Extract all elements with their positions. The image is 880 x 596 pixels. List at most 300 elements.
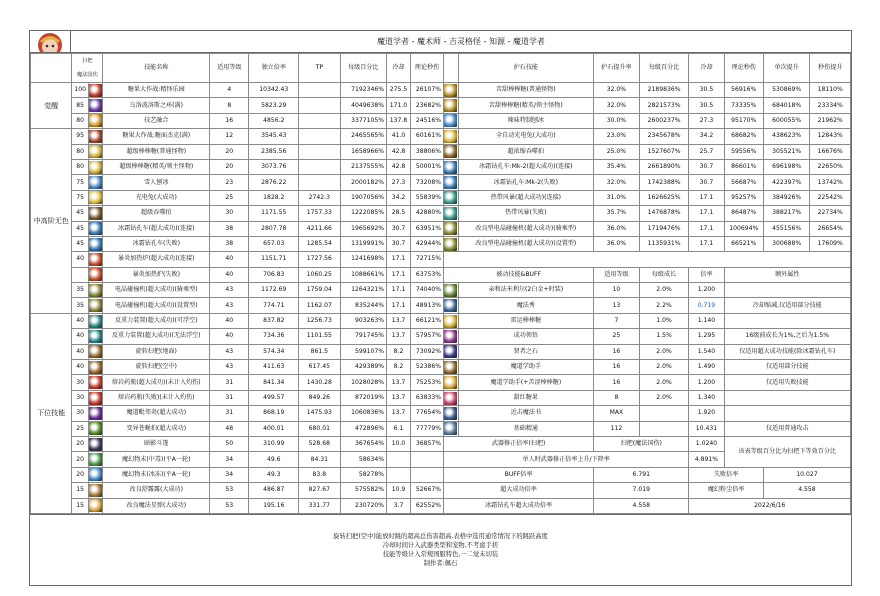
talisman-name: 辣味特制刨冰 (458, 113, 594, 128)
skill-percent: 58278% (340, 467, 387, 482)
skill-icon-cell (88, 436, 103, 451)
blank-cell (444, 252, 851, 267)
group-label: 下位技能 (31, 313, 72, 513)
note-line: 制作者:佩石 (423, 559, 458, 567)
skill-rate: 1151.71 (249, 252, 299, 267)
skill-tp: 1285.54 (299, 236, 340, 251)
skill-cooldown: 13.7 (387, 313, 411, 328)
skill-tp: 1060.25 (299, 267, 340, 282)
skill-icon-cell (88, 390, 103, 405)
skill-icon (444, 130, 457, 143)
combo-value: 45 (72, 206, 89, 221)
buff-icon-cell (444, 421, 458, 436)
skill-cooldown: 28.5 (387, 206, 411, 221)
skill-icon (444, 191, 457, 204)
skill-cooldown: 42.8 (387, 144, 411, 159)
skill-level: 40 (210, 252, 249, 267)
combo-value: 40 (72, 329, 89, 344)
skill-tp (299, 98, 340, 113)
table-row (31, 221, 851, 236)
skill-tp: 1101.55 (299, 329, 340, 344)
buff-name: 亲和法米利尔(2白金+时装) (458, 283, 594, 298)
skill-icon (444, 145, 457, 158)
skill-icon (444, 392, 457, 405)
skill-dps: 62552% (410, 498, 443, 513)
buff-growth: 2.0% (639, 375, 689, 390)
skill-cooldown: 10.0 (387, 436, 411, 451)
title-bar (30, 31, 851, 53)
buff-level: 8 (594, 390, 640, 405)
skill-icon-cell (88, 252, 103, 267)
talisman-dps: 68682% (724, 129, 763, 144)
skill-tp (299, 129, 340, 144)
skill-name: 暗影斗篷 (103, 436, 210, 451)
skill-dps (410, 467, 443, 482)
skill-dps: 77779% (410, 421, 443, 436)
date-cell: 2022/6/16 (689, 498, 851, 513)
buff-growth: 1.5% (639, 329, 689, 344)
skill-icon (89, 407, 102, 420)
talisman-cooldown: 34.2 (689, 129, 724, 144)
skill-icon (89, 84, 102, 97)
table-row (31, 390, 851, 405)
talisman-icon-cell (444, 83, 458, 98)
skill-percent: 1907056% (340, 190, 387, 205)
buff-level: 10 (594, 283, 640, 298)
skill-percent: 4049638% (340, 98, 387, 113)
skill-rate: 3073.76 (249, 159, 299, 174)
buff-note: 16级前成长为1%,之后为1.5% (724, 329, 850, 344)
table-row (31, 421, 851, 436)
buff-note: 仅适用失败技能 (724, 375, 850, 390)
skill-tp: 84.31 (299, 452, 340, 467)
talisman-icon-cell (444, 206, 458, 221)
skill-dps: 63951% (410, 221, 443, 236)
talisman-cooldown: 25.7 (689, 144, 724, 159)
skill-cooldown (387, 452, 411, 467)
skill-name: 改良魔法星弹(大成功) (103, 498, 210, 513)
skill-percent: 2465565% (340, 129, 387, 144)
skill-percent: 1319991% (340, 236, 387, 251)
talisman-dps-up: 26654% (810, 221, 851, 236)
skill-cooldown: 13.7 (387, 406, 411, 421)
skill-icon-cell (88, 267, 103, 282)
skill-level: 38 (210, 221, 249, 236)
talisman-dps: 86487% (724, 206, 763, 221)
skill-cooldown: 42.8 (387, 159, 411, 174)
skill-rate: 4856.2 (249, 113, 299, 128)
skill-name: 反重力装置(超大成功)(无法浮空) (103, 329, 210, 344)
talisman-name: 热带风暴(失败) (458, 206, 594, 221)
table-row (31, 406, 851, 421)
weapon-name: 扫把(魔法国伤) (594, 436, 689, 451)
talisman-dps: 56916% (724, 83, 763, 98)
header-cell: 理论秒伤 (724, 54, 763, 83)
skill-icon (89, 284, 102, 297)
table-row (31, 467, 851, 482)
skill-rate: 2876.22 (249, 175, 299, 190)
buff-note (724, 406, 850, 421)
combo-value: 75 (72, 190, 89, 205)
skill-name: 熔岩药瓶(超大成功)(未计入灼伤) (103, 375, 210, 390)
skill-level: 30 (210, 206, 249, 221)
talisman-name: 改良型电晶碰撞机(超大成功)(骑乘型) (458, 221, 594, 236)
skill-name: 光电兔(大成功) (103, 190, 210, 205)
table-row (31, 144, 851, 159)
talisman-name: 冰霜钻孔车:Mk-2(失败) (458, 175, 594, 190)
header-cell: 秒伤提升 (810, 54, 851, 83)
skill-percent: 2137555% (340, 159, 387, 174)
skill-level: 38 (210, 236, 249, 251)
skill-icon (89, 222, 102, 235)
talisman-dps-up: 12843% (810, 129, 851, 144)
skill-icon-cell (88, 452, 103, 467)
buff-rate: 1.200 (689, 283, 724, 298)
skill-rate: 49.6 (249, 452, 299, 467)
talisman-dps: 95257% (724, 190, 763, 205)
buff-icon-cell (444, 390, 458, 405)
talisman-percent: 2345678% (639, 129, 689, 144)
skill-icon-cell (88, 360, 103, 375)
skill-name: 糖果大作战:精怪乐园 (103, 83, 210, 98)
skill-icon-cell (88, 344, 103, 359)
buff-rate: 1.340 (689, 390, 724, 405)
header-cell: 适用等级 (210, 54, 249, 83)
skill-rate: 5823.29 (249, 98, 299, 113)
header-icon (444, 54, 458, 83)
combo-value: 75 (72, 175, 89, 190)
skill-cooldown: 13.7 (387, 329, 411, 344)
drill-rate-label: 冰霜钻孔车超大成功倍率 (444, 498, 594, 513)
skill-rate: 400.01 (249, 421, 299, 436)
skill-icon (89, 438, 102, 451)
skill-cooldown: 27.3 (387, 175, 411, 190)
buff-note: 仅适用普通攻击 (724, 421, 850, 436)
talisman-up: 35.4% (594, 159, 640, 174)
talisman-dps-up: 23334% (810, 98, 851, 113)
skill-rate: 486.87 (249, 483, 299, 498)
skill-percent: 1088661% (340, 267, 387, 282)
talisman-dps-up: 16676% (810, 144, 851, 159)
skill-tp (299, 175, 340, 190)
buff-name: 贤者之石 (458, 344, 594, 359)
skill-tp: 680.01 (299, 421, 340, 436)
combo-value: 45 (72, 221, 89, 236)
skill-icon-cell (88, 190, 103, 205)
skill-level: 31 (210, 406, 249, 421)
skill-level: 53 (210, 498, 249, 513)
buff-rate: 1.140 (689, 313, 724, 328)
buff-rate: 1.200 (689, 375, 724, 390)
talisman-once: 696198% (763, 159, 810, 174)
skill-icon-cell (88, 298, 103, 313)
skill-table (30, 53, 851, 514)
skill-cooldown: 17.1 (387, 267, 411, 282)
skill-rate: 706.83 (249, 267, 299, 282)
combo-value: 35 (72, 283, 89, 298)
talisman-up: 23.0% (594, 129, 640, 144)
buff-note (724, 313, 850, 328)
skill-rate: 837.82 (249, 313, 299, 328)
talisman-once: 438623% (763, 129, 810, 144)
talisman-name: 苦甜棒棒糖(精英/领主怪物) (458, 98, 594, 113)
talisman-percent: 1476878% (639, 206, 689, 221)
skill-level: 40 (210, 329, 249, 344)
talisman-percent: 1135931% (639, 236, 689, 251)
skill-percent: 575582% (340, 483, 387, 498)
skill-icon-cell (88, 129, 103, 144)
buff-name: 成功领悟 (458, 329, 594, 344)
skill-icon (89, 161, 102, 174)
skill-cooldown (387, 467, 411, 482)
talisman-icon-cell (444, 144, 458, 159)
combo-value: 40 (72, 360, 89, 375)
buff-rate: 1.920 (689, 406, 724, 421)
talisman-name: 超浓缩吞噬拍 (458, 144, 594, 159)
buff-rate: 1.540 (689, 344, 724, 359)
combo-value: 80 (72, 113, 89, 128)
buff-note (724, 283, 850, 298)
buff-icon-cell (444, 360, 458, 375)
talisman-dps-up: 22650% (810, 159, 851, 174)
talisman-once: 422397% (763, 175, 810, 190)
skill-icon (444, 345, 457, 358)
skill-tp: 849.26 (299, 390, 340, 405)
skill-tp: 4211.66 (299, 221, 340, 236)
skill-name: 旋转扫把(地面) (103, 344, 210, 359)
skill-tp: 331.77 (299, 498, 340, 513)
note-line: 冷却时间计入武器类型和宠物,不考虑手搓 (382, 541, 499, 549)
buff-name: 基础精通 (458, 421, 594, 436)
skill-icon-cell (88, 329, 103, 344)
skill-percent: 791745% (340, 329, 387, 344)
skill-name: 魔幻物末(冰冻)(平A一轮) (103, 467, 210, 482)
skill-dps: 63833% (410, 390, 443, 405)
skill-icon-cell (88, 83, 103, 98)
skill-tp: 2742.3 (299, 190, 340, 205)
combo-value: 20 (72, 436, 89, 451)
talisman-percent: 1527607% (639, 144, 689, 159)
skill-rate: 2807.78 (249, 221, 299, 236)
skill-icon-cell (88, 175, 103, 190)
header-row (31, 54, 851, 83)
skill-icon (444, 84, 457, 97)
skill-name: 技艺融合 (103, 113, 210, 128)
skill-dps: 72715% (410, 252, 443, 267)
skill-tp: 1727.56 (299, 252, 340, 267)
skill-dps: 38806% (410, 144, 443, 159)
skill-cooldown: 41.0 (387, 129, 411, 144)
buff-name: 雷运棒棒糖 (458, 313, 594, 328)
talisman-cooldown: 30.7 (689, 175, 724, 190)
skill-percent: 1965692% (340, 221, 387, 236)
skill-dps: 73092% (410, 344, 443, 359)
header-cell: 冷却 (689, 54, 724, 83)
skill-percent: 3377105% (340, 113, 387, 128)
skill-dps: 77654% (410, 406, 443, 421)
skill-dps: 42944% (410, 236, 443, 251)
skill-icon-cell (88, 283, 103, 298)
table-row (31, 329, 851, 344)
skill-level: 40 (210, 267, 249, 282)
skill-name: 魔幻物末(中毒)(平A一轮) (103, 452, 210, 467)
buff-name: 近击魔法书 (458, 406, 594, 421)
talisman-up: 25.0% (594, 144, 640, 159)
skill-name: 冰霜钻孔车(失败) (103, 236, 210, 251)
talisman-icon-cell (444, 236, 458, 251)
skill-name: 魔道毗邻炎(超大成功) (103, 406, 210, 421)
buff-icon-cell (444, 298, 458, 313)
skill-percent: 230720% (340, 498, 387, 513)
group-label: 觉醒 (31, 83, 72, 129)
talisman-up: 30.0% (594, 113, 640, 128)
combo-value: 35 (72, 298, 89, 313)
skill-cooldown: 17.1 (387, 252, 411, 267)
skill-percent: 1241698% (340, 252, 387, 267)
combo-value: 40 (72, 252, 89, 267)
combo-value: 40 (72, 313, 89, 328)
buff-icon-cell (444, 344, 458, 359)
header-group (31, 54, 72, 83)
skill-rate: 1172.69 (249, 283, 299, 298)
talisman-dps-up: 22542% (810, 190, 851, 205)
skill-icon (444, 284, 457, 297)
skill-tp (299, 159, 340, 174)
skill-icon (89, 345, 102, 358)
skill-name: 变异苍蝇拍(超大成功) (103, 421, 210, 436)
skill-tp: 528.68 (299, 436, 340, 451)
skill-name: 电晶碰撞机(超大成功)(骑乘型) (103, 283, 210, 298)
skill-icon (444, 222, 457, 235)
talisman-once: 530869% (763, 83, 810, 98)
header-cell: 单次提升 (763, 54, 810, 83)
buff-growth: 2.2% (639, 298, 689, 313)
buff-growth (639, 421, 689, 436)
skill-level: 16 (210, 113, 249, 128)
skill-rate: 657.03 (249, 236, 299, 251)
buff-rate: 1.490 (689, 360, 724, 375)
buff-rate: 1.295 (689, 329, 724, 344)
table-row (31, 283, 851, 298)
skill-cooldown: 34.2 (387, 190, 411, 205)
talisman-name: 冰霜钻孔车:Mk-2(超大成功)(连接) (458, 159, 594, 174)
skill-level: 34 (210, 467, 249, 482)
skill-level: 4 (210, 83, 249, 98)
skill-icon (444, 176, 457, 189)
talisman-name: 改良型电晶碰撞机(超大成功)(设置型) (458, 236, 594, 251)
skill-cooldown: 275.5 (387, 83, 411, 98)
skill-rate: 868.19 (249, 406, 299, 421)
talisman-up: 36.0% (594, 221, 640, 236)
buff-note: 仅适用超大成功技能(除冰霜钻孔车) (724, 344, 850, 359)
skill-icon (89, 330, 102, 343)
skill-level: 12 (210, 129, 249, 144)
skill-rate: 1828.2 (249, 190, 299, 205)
skill-icon (444, 422, 457, 435)
combo-value: 40 (72, 344, 89, 359)
skill-name: 雪人刨冰 (103, 175, 210, 190)
skill-rate: 774.71 (249, 298, 299, 313)
buff-growth: 2.0% (639, 283, 689, 298)
buff-icon-cell (444, 406, 458, 421)
talisman-icon-cell (444, 190, 458, 205)
table-row (31, 375, 851, 390)
buff-header: 倍率 (689, 267, 724, 282)
buff-name: 魔道学助手 (458, 360, 594, 375)
skill-icon-cell (88, 159, 103, 174)
header-combo: 扫把 魔法国伤 (72, 54, 103, 83)
talisman-icon-cell (444, 175, 458, 190)
talisman-once: 300688% (763, 236, 810, 251)
talisman-percent: 1719476% (639, 221, 689, 236)
buff-level: 13 (594, 298, 640, 313)
skill-tp: 1757.33 (299, 206, 340, 221)
big-rate-label: 超大成功倍率 (444, 483, 594, 498)
buff-header: 被动技能&BUFF (444, 267, 594, 282)
skill-icon (89, 238, 102, 251)
skill-name: 旋转扫把(空中) (103, 360, 210, 375)
page-title: 魔道学者 - 魔术师 - 吉灵格怪 - 知源 - 魔道学者 (377, 37, 545, 46)
table-row (31, 236, 851, 251)
buff-name: 魔法秀 (458, 298, 594, 313)
buff-level: 16 (594, 375, 640, 390)
skill-icon (89, 191, 102, 204)
talisman-dps: 66521% (724, 236, 763, 251)
table-row (31, 344, 851, 359)
header-cell: 独立倍率 (249, 54, 299, 83)
talisman-dps: 95170% (724, 113, 763, 128)
skill-tp: 827.67 (299, 483, 340, 498)
skill-rate: 2385.56 (249, 144, 299, 159)
character-avatar-icon (36, 31, 64, 52)
talisman-percent: 2189836% (639, 83, 689, 98)
fail-rate-value: 10.027 (763, 467, 850, 482)
skill-icon (444, 376, 457, 389)
character-avatar (30, 31, 71, 52)
talisman-dps: 73335% (724, 98, 763, 113)
skill-cooldown: 6.1 (387, 421, 411, 436)
skill-percent: 1028028% (340, 375, 387, 390)
skill-tp: 861.5 (299, 344, 340, 359)
table-row (31, 360, 851, 375)
header-cell: 冷却 (387, 54, 411, 83)
talisman-up: 36.0% (594, 236, 640, 251)
buff-level: 7 (594, 313, 640, 328)
combo-value: 80 (72, 159, 89, 174)
combo-value: 30 (72, 375, 89, 390)
skill-name: 改良舒露露(大成功) (103, 483, 210, 498)
buff-name: 魔道学助手(+苦涩棒棒糖) (458, 375, 594, 390)
skill-icon (89, 376, 102, 389)
skill-icon-cell (88, 221, 103, 236)
skill-icon-cell (88, 98, 103, 113)
table-row (31, 206, 851, 221)
buff-rate: 10.431 (689, 421, 724, 436)
table-row (31, 129, 851, 144)
sheet (29, 30, 852, 586)
skill-percent: 599107% (340, 344, 387, 359)
buff-growth: 2.0% (639, 360, 689, 375)
header-cell: 每级百分比 (639, 54, 689, 83)
table-row (31, 313, 851, 328)
skill-level: 23 (210, 175, 249, 190)
skill-cooldown: 8.2 (387, 344, 411, 359)
skill-icon (89, 422, 102, 435)
talisman-up: 32.0% (594, 175, 640, 190)
skill-icon-cell (88, 236, 103, 251)
talisman-up: 32.0% (594, 83, 640, 98)
skill-dps: 24516% (410, 113, 443, 128)
